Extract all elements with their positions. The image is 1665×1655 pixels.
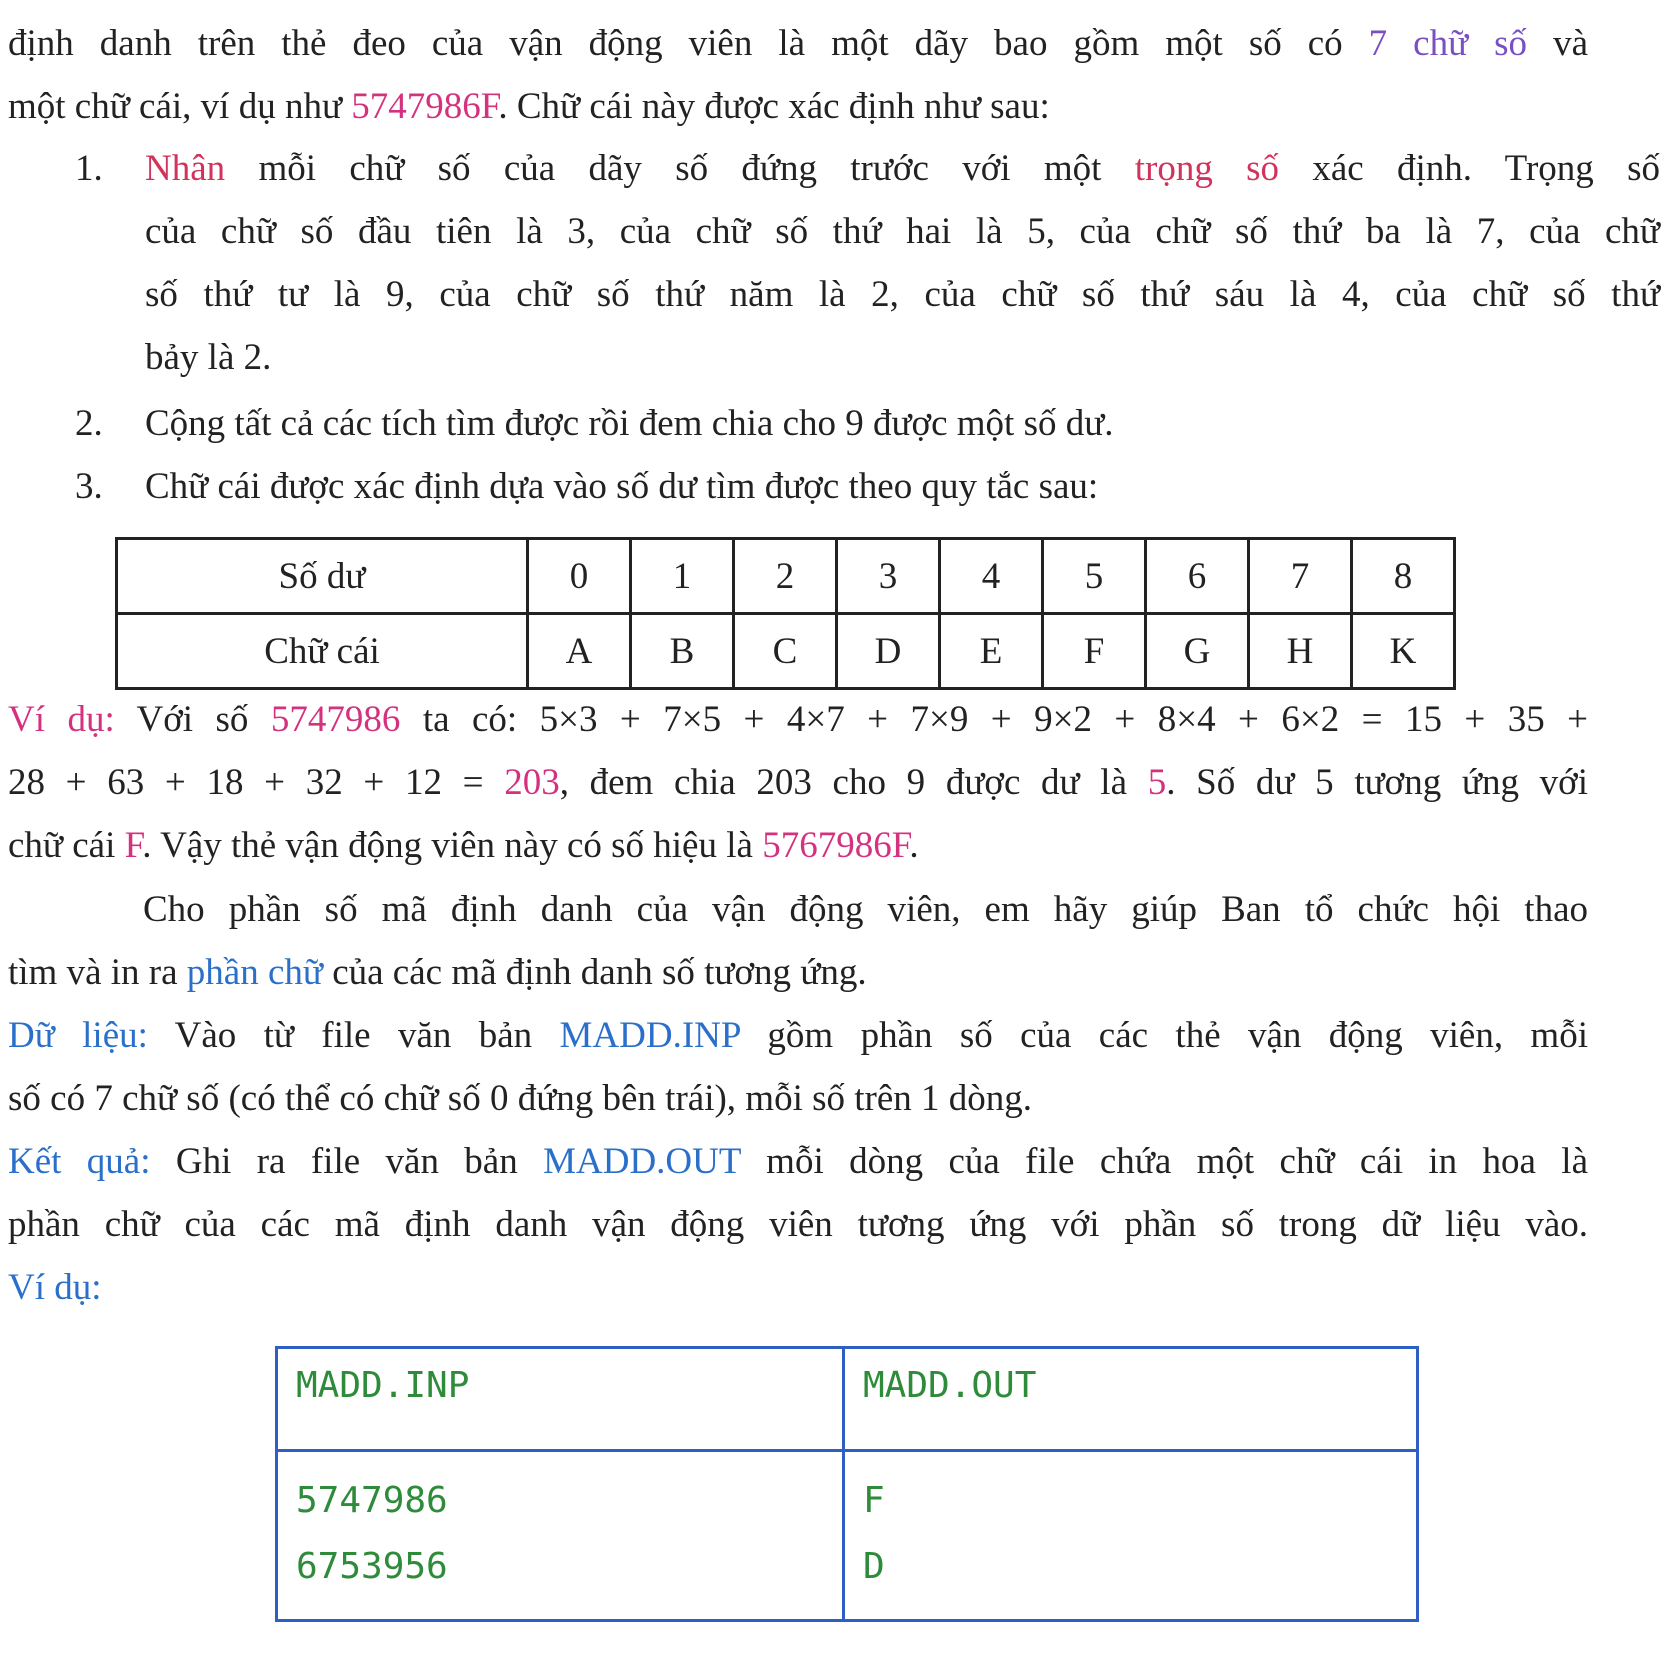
remainder-cell: 7 [1249, 539, 1352, 614]
letter-cell: E [940, 614, 1043, 689]
step-2-text: Cộng tất cả các tích tìm được rồi đem chia cho 9 được một số dư. [145, 403, 1114, 444]
input-description: Dữ liệu: Vào từ file văn bản MADD.INP gồm phần số của các thẻ vận động viên, mỗi số có 7 chữ số (có thể có chữ số 0 đứng bên trái), mỗi số trên 1 dòng. [8, 1015, 1588, 1119]
example2-label: Ví dụ: [8, 1267, 102, 1308]
remainder-letter-table [115, 537, 1456, 690]
highlight-example-code: 5747986F [351, 86, 499, 127]
letter-cell: K [1352, 614, 1455, 689]
letter-cell: B [631, 614, 734, 689]
example-label: Ví dụ: [8, 699, 115, 740]
letter-cell: A [528, 614, 631, 689]
example-paragraph: Ví dụ: Với số 5747986 ta có: 5×3 + 7×5 + 4×7 + 7×9 + 9×2 + 8×4 + 6×2 = 15 + 35 + 28 + 63 + 18 + 32 + 12 = 203, đem chia 203 cho 9 được dư là 5. Số dư 5 tương ứng với chữ cái F. Vậy thẻ vận động viên này có số hiệu là 5767986F. [8, 699, 1589, 866]
remainder-cell: 3 [837, 539, 940, 614]
remainder-cell: 4 [940, 539, 1043, 614]
output-description: Kết quả: Ghi ra file văn bản MADD.OUT mỗi dòng của file chứa một chữ cái in hoa là phần chữ của các mã định danh vận động viên tương ứng với phần số trong dữ liệu vào. Ví dụ: [8, 1130, 1588, 1319]
intro-paragraph [8, 12, 1588, 138]
task-paragraph: Cho phần số mã định danh của vận động viên, em hãy giúp Ban tổ chức hội thao tìm và in ra phần chữ của các mã định danh số tương ứng. [8, 889, 1588, 993]
io-output-line: D [863, 1546, 885, 1587]
letter-cell: C [734, 614, 837, 689]
example-code: 5767986F [762, 825, 910, 866]
step-1-text: Nhân mỗi chữ số của dãy số đứng trước với một trọng số xác định. Trọng số của chữ số đầu tiên là 3, của chữ số thứ hai là 5, của chữ số thứ ba là 7, của chữ số thứ tư là 9, của chữ số thứ năm là 2, của chữ số thứ sáu là 4, của chữ số thứ bảy là 2. [145, 148, 1660, 378]
letter-cell: H [1249, 614, 1352, 689]
example-sum: 203 [504, 762, 560, 803]
input-label: Dữ liệu: [8, 1015, 148, 1056]
letter-cell: D [837, 614, 940, 689]
letter-row [117, 614, 1455, 689]
highlight-phan-chu: phần chữ [186, 952, 323, 993]
step-number: 2. [75, 403, 103, 444]
letter-cell: G [1146, 614, 1249, 689]
remainder-header: Số dư [117, 539, 528, 614]
remainder-cell: 2 [734, 539, 837, 614]
remainder-row [117, 539, 1455, 614]
highlight-trong-so: trọng số [1134, 148, 1280, 189]
io-output-cell [844, 1451, 1418, 1621]
example-number: 5747986 [270, 699, 401, 740]
remainder-cell: 1 [631, 539, 734, 614]
intro-line-1: định danh trên thẻ đeo của vận động viên là một dãy bao gồm một số có 7 chữ số và [8, 23, 1588, 64]
highlight-nhan: Nhân [145, 148, 226, 189]
step-3-text: Chữ cái được xác định dựa vào số dư tìm được theo quy tắc sau: [145, 466, 1099, 507]
step-number: 1. [75, 148, 103, 189]
letter-cell: F [1043, 614, 1146, 689]
io-input-line: 5747986 [296, 1480, 448, 1521]
remainder-cell: 6 [1146, 539, 1249, 614]
step-number: 3. [75, 466, 103, 507]
io-input-header: MADD.INP [277, 1348, 844, 1451]
io-input-cell [277, 1451, 844, 1621]
io-header-row [277, 1348, 1418, 1451]
remainder-cell: 0 [528, 539, 631, 614]
io-example-table [275, 1346, 1419, 1622]
example-remainder: 5 [1147, 762, 1167, 803]
output-label: Kết quả: [8, 1141, 151, 1182]
output-filename: MADD.OUT [543, 1141, 741, 1182]
remainder-cell: 8 [1352, 539, 1455, 614]
io-output-line: F [863, 1480, 885, 1521]
remainder-cell: 5 [1043, 539, 1146, 614]
io-data-row [277, 1451, 1418, 1621]
example-letter: F [124, 825, 143, 866]
highlight-7-digits: 7 chữ số [1368, 23, 1528, 64]
letter-header: Chữ cái [117, 614, 528, 689]
io-input-line: 6753956 [296, 1546, 448, 1587]
io-output-header: MADD.OUT [844, 1348, 1418, 1451]
input-filename: MADD.INP [559, 1015, 741, 1056]
intro-line-2: một chữ cái, ví dụ như 5747986F. Chữ cái này được xác định như sau: [8, 86, 1050, 127]
